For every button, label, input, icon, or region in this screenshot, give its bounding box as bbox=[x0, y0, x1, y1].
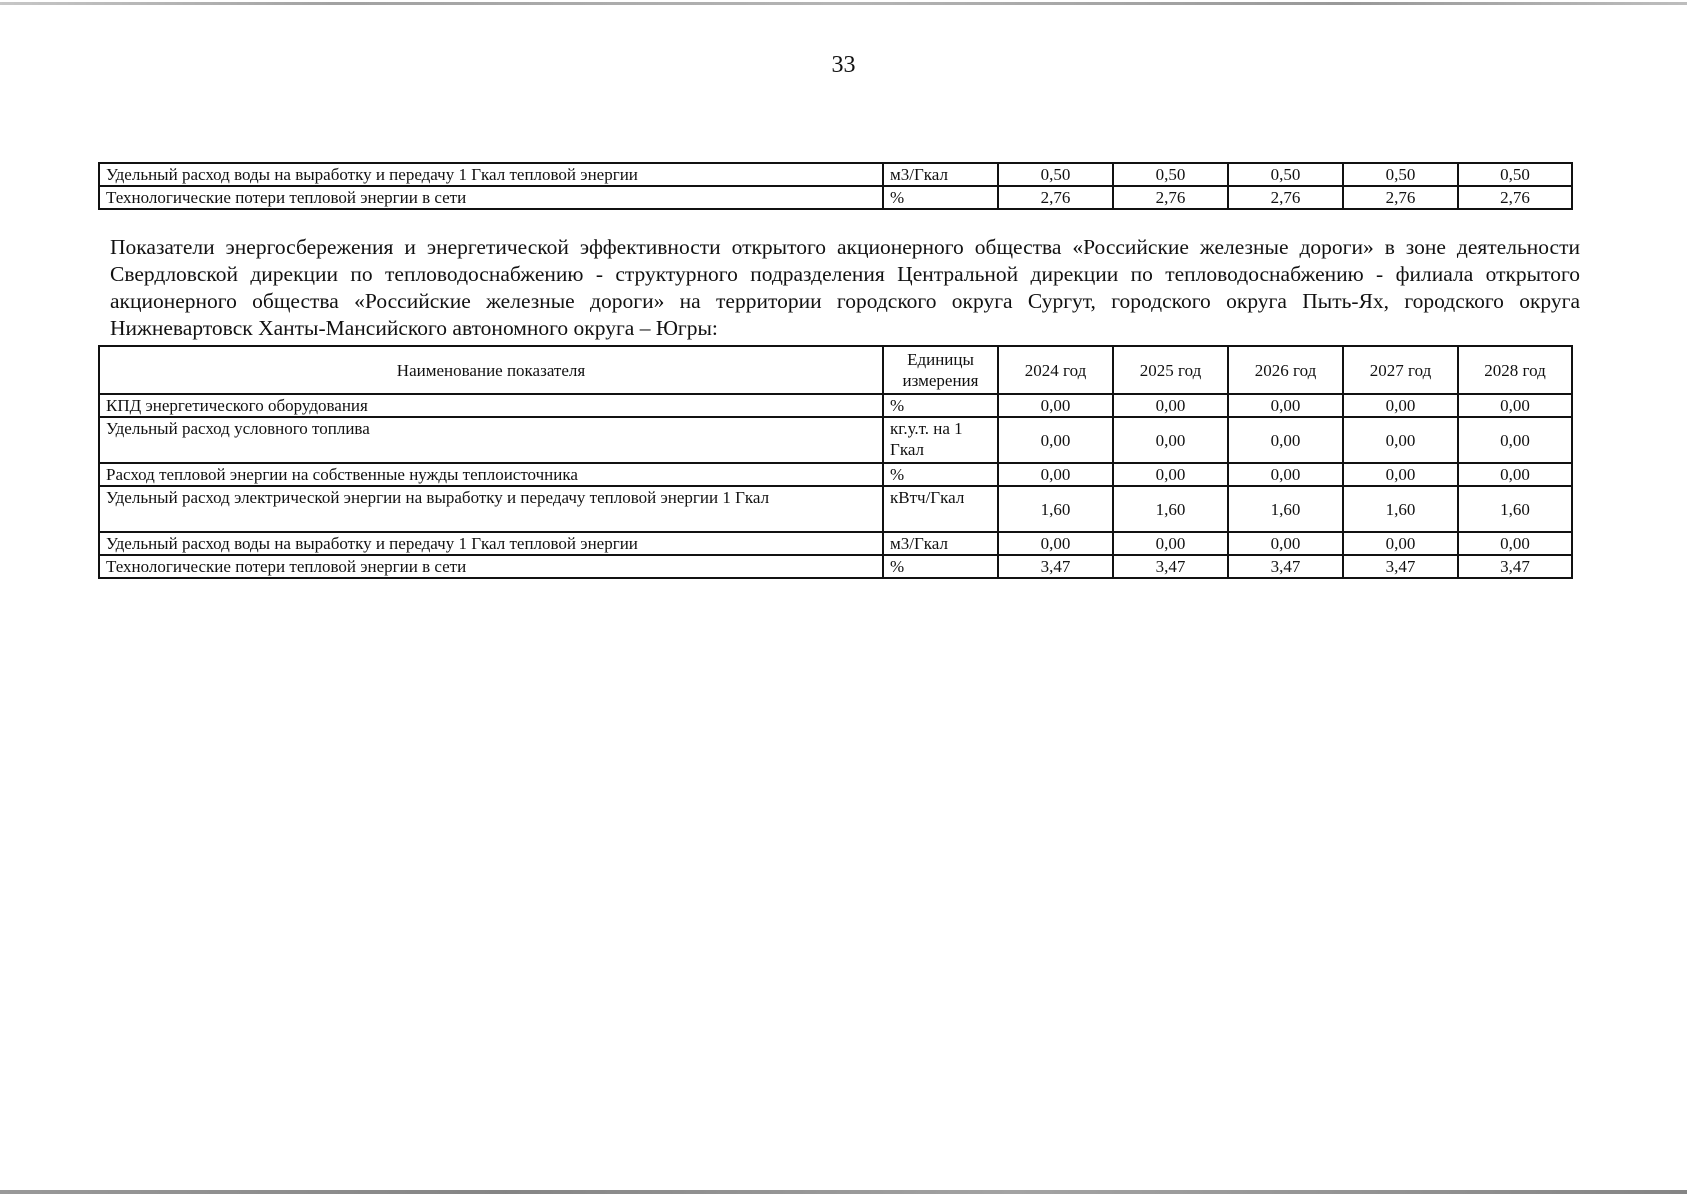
table-row bbox=[99, 163, 1572, 186]
scan-edge-top bbox=[0, 2, 1687, 5]
indicator-name: Расход тепловой энергии на собственные нужды теплоисточника bbox=[99, 463, 883, 486]
section-heading: Показатели энергосбережения и энергетической эффективности открытого акционерного общества «Российские железные дороги» в зоне деятельности Свердловской дирекции по тепловодоснабжению - структурного подразделения Центральной дирекции по тепловодоснабжению - филиала открытого акционерного общества «Российские железные дороги» на территории городского округа Сургут, городского округа Пыть-Ях, городского округа Нижневартовск Ханты-Мансийского автономного округа – Югры: bbox=[110, 235, 1580, 340]
unit-cell: кВтч/Гкал bbox=[883, 486, 998, 532]
value-cell: 3,47 bbox=[1113, 555, 1228, 578]
indicator-name: Технологические потери тепловой энергии в сети bbox=[99, 186, 883, 209]
indicator-name: Удельный расход электрической энергии на выработку и передачу тепловой энергии 1 Гкал bbox=[99, 486, 883, 532]
value-cell: 0,00 bbox=[1343, 532, 1458, 555]
continuation-table bbox=[98, 162, 1573, 210]
value-cell: 0,00 bbox=[1113, 417, 1228, 463]
value-cell: 0,00 bbox=[1228, 532, 1343, 555]
column-header-year: 2025 год bbox=[1113, 346, 1228, 394]
value-cell: 2,76 bbox=[1113, 186, 1228, 209]
value-cell: 0,50 bbox=[1343, 163, 1458, 186]
value-cell: 0,00 bbox=[1458, 532, 1572, 555]
unit-cell: кг.у.т. на 1 Гкал bbox=[883, 417, 998, 463]
value-cell: 0,00 bbox=[1458, 417, 1572, 463]
value-cell: 0,50 bbox=[998, 163, 1113, 186]
value-cell: 0,00 bbox=[998, 417, 1113, 463]
value-cell: 0,00 bbox=[1228, 394, 1343, 417]
unit-cell: % bbox=[883, 186, 998, 209]
table-header-row bbox=[99, 346, 1572, 394]
value-cell: 3,47 bbox=[1228, 555, 1343, 578]
unit-cell: % bbox=[883, 463, 998, 486]
table-row bbox=[99, 417, 1572, 463]
indicator-name: Удельный расход условного топлива bbox=[99, 417, 883, 463]
value-cell: 2,76 bbox=[1458, 186, 1572, 209]
value-cell: 1,60 bbox=[1113, 486, 1228, 532]
value-cell: 0,00 bbox=[998, 394, 1113, 417]
column-header-name: Наименование показателя bbox=[99, 346, 883, 394]
value-cell: 3,47 bbox=[998, 555, 1113, 578]
indicator-name: КПД энергетического оборудования bbox=[99, 394, 883, 417]
column-header-year: 2026 год bbox=[1228, 346, 1343, 394]
column-header-year: 2027 год bbox=[1343, 346, 1458, 394]
value-cell: 0,00 bbox=[1113, 463, 1228, 486]
unit-cell: % bbox=[883, 555, 998, 578]
table-row bbox=[99, 486, 1572, 532]
value-cell: 0,00 bbox=[1228, 417, 1343, 463]
indicators-table bbox=[98, 345, 1573, 579]
scan-edge-bottom bbox=[0, 1190, 1687, 1194]
value-cell: 1,60 bbox=[1343, 486, 1458, 532]
column-header-unit: Единицы измерения bbox=[883, 346, 998, 394]
indicator-name: Технологические потери тепловой энергии в сети bbox=[99, 555, 883, 578]
value-cell: 0,50 bbox=[1228, 163, 1343, 186]
value-cell: 1,60 bbox=[1228, 486, 1343, 532]
value-cell: 1,60 bbox=[1458, 486, 1572, 532]
value-cell: 1,60 bbox=[998, 486, 1113, 532]
value-cell: 0,00 bbox=[1343, 463, 1458, 486]
value-cell: 0,50 bbox=[1113, 163, 1228, 186]
value-cell: 3,47 bbox=[1458, 555, 1572, 578]
indicator-name: Удельный расход воды на выработку и передачу 1 Гкал тепловой энергии bbox=[99, 532, 883, 555]
value-cell: 0,50 bbox=[1458, 163, 1572, 186]
value-cell: 0,00 bbox=[998, 463, 1113, 486]
table-row bbox=[99, 186, 1572, 209]
column-header-year: 2024 год bbox=[998, 346, 1113, 394]
value-cell: 0,00 bbox=[1343, 394, 1458, 417]
table-row bbox=[99, 532, 1572, 555]
value-cell: 0,00 bbox=[1228, 463, 1343, 486]
value-cell: 0,00 bbox=[1113, 532, 1228, 555]
value-cell: 3,47 bbox=[1343, 555, 1458, 578]
value-cell: 2,76 bbox=[1228, 186, 1343, 209]
column-header-year: 2028 год bbox=[1458, 346, 1572, 394]
value-cell: 0,00 bbox=[1113, 394, 1228, 417]
unit-cell: м3/Гкал bbox=[883, 532, 998, 555]
value-cell: 0,00 bbox=[998, 532, 1113, 555]
value-cell: 0,00 bbox=[1343, 417, 1458, 463]
indicator-name: Удельный расход воды на выработку и передачу 1 Гкал тепловой энергии bbox=[99, 163, 883, 186]
table-row bbox=[99, 555, 1572, 578]
value-cell: 0,00 bbox=[1458, 394, 1572, 417]
unit-cell: м3/Гкал bbox=[883, 163, 998, 186]
table-row bbox=[99, 463, 1572, 486]
value-cell: 2,76 bbox=[998, 186, 1113, 209]
table-row bbox=[99, 394, 1572, 417]
value-cell: 0,00 bbox=[1458, 463, 1572, 486]
value-cell: 2,76 bbox=[1343, 186, 1458, 209]
unit-cell: % bbox=[883, 394, 998, 417]
page-number: 33 bbox=[831, 52, 856, 78]
